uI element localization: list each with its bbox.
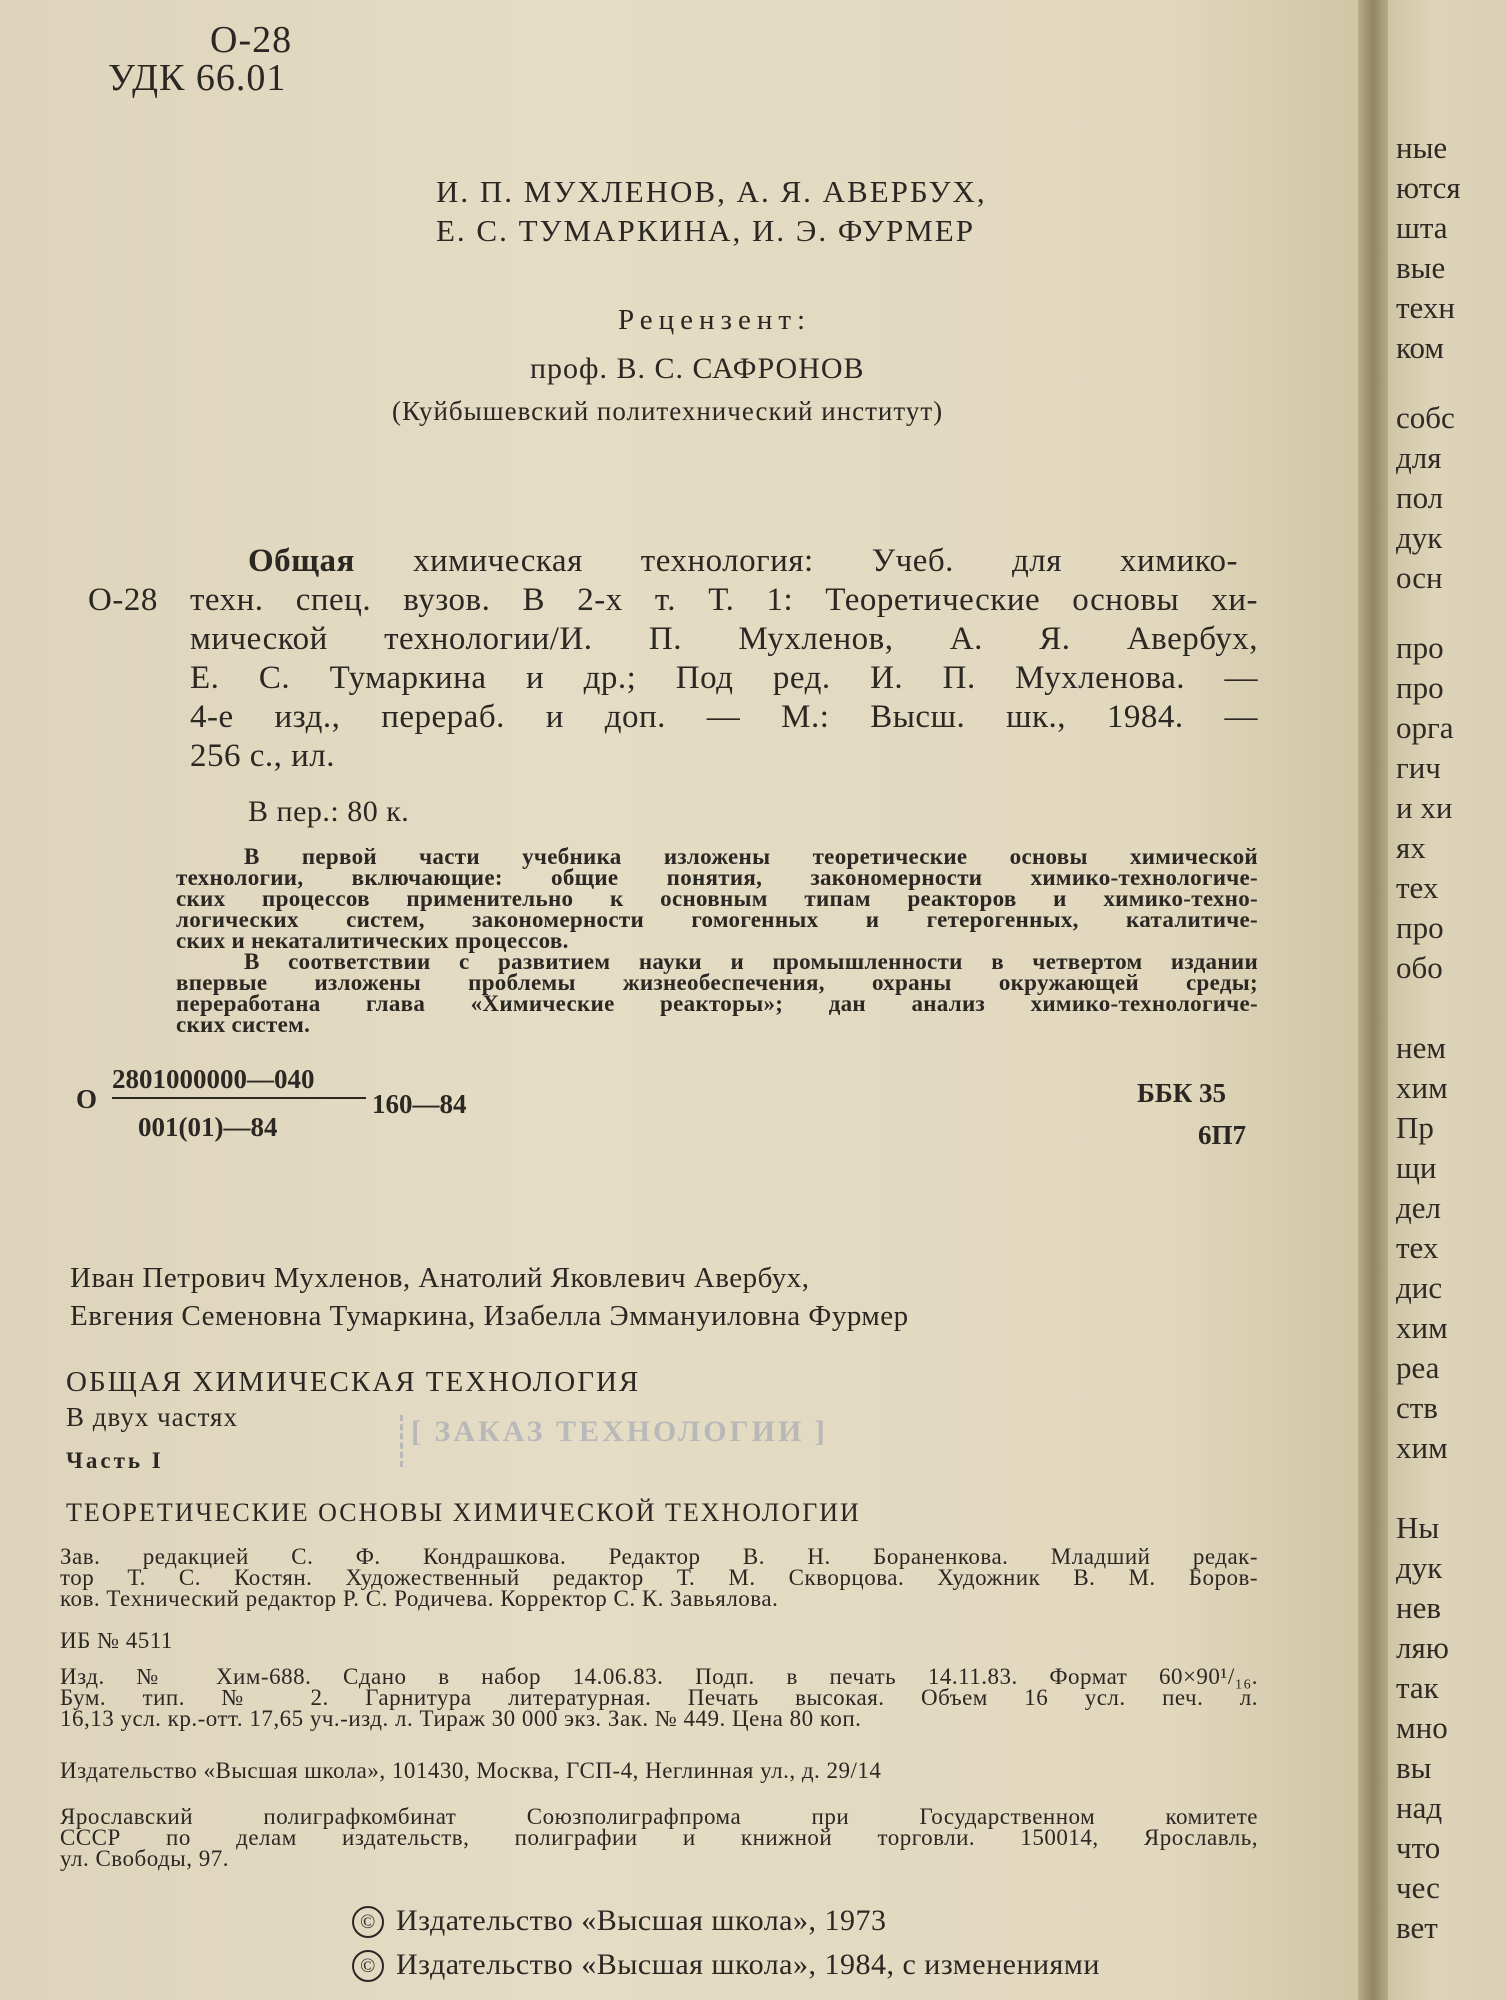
next-page-fragment: ком xyxy=(1396,330,1445,365)
copyright-text-2: Издательство «Высшая школа», 1984, с изменениями xyxy=(396,1948,1100,1981)
next-page-fragment: вет xyxy=(1396,1910,1438,1945)
next-page-fragment: и хи xyxy=(1396,790,1453,825)
bibliography-line-3: мической технологии/И. П. Мухленов, А. Я. Авербух, xyxy=(190,621,1258,657)
bbk-subcode: 6П7 xyxy=(1198,1120,1247,1150)
next-page-fragment: ются xyxy=(1396,170,1461,205)
annotation-line: технологии, включающие: общие понятия, закономерности химико-технологиче- xyxy=(176,865,1258,890)
bibliography-line-2: техн. спец. вузов. В 2-х т. Т. 1: Теоретические основы хи- xyxy=(190,582,1258,618)
next-page-fragment: над xyxy=(1396,1790,1443,1825)
bibliography-line-1-text: химическая технология: Учеб. для химико- xyxy=(412,543,1239,579)
next-page-fragment: ные xyxy=(1396,130,1448,165)
annotation-line: логических систем, закономерности гомогенных и гетерогенных, каталитиче- xyxy=(176,907,1258,932)
next-page-fragment: про xyxy=(1396,910,1444,945)
next-page-fragment: хим xyxy=(1396,1310,1448,1345)
next-page-fragment: ях xyxy=(1396,830,1426,865)
next-page-fragment: для xyxy=(1396,440,1442,475)
next-page-fragment: пол xyxy=(1396,480,1444,515)
bibliography-line-5: 4-е изд., перераб. и доп. — М.: Высш. шк., 1984. — xyxy=(190,699,1258,735)
print-line: 16,13 усл. кр.-отт. 17,65 уч.-изд. л. Тираж 30 000 экз. Зак. № 449. Цена 80 коп. xyxy=(60,1706,862,1731)
book-part-title: ТЕОРЕТИЧЕСКИЕ ОСНОВЫ ХИМИЧЕСКОЙ ТЕХНОЛОГИИ xyxy=(66,1498,861,1527)
ib-number: ИБ № 4511 xyxy=(60,1628,173,1653)
printer-line: СССР по делам издательств, полиграфии и книжной торговли. 150014, Ярославль, xyxy=(60,1825,1258,1850)
next-page-fragment: обо xyxy=(1396,950,1443,985)
next-page-fragment: реа xyxy=(1396,1350,1440,1385)
next-page-fragment: дис xyxy=(1396,1270,1443,1305)
full-names-line-1: Иван Петрович Мухленов, Анатолий Яковлевич Авербух, xyxy=(70,1262,810,1294)
annotation xyxy=(176,846,1258,1035)
staff-credits xyxy=(60,1546,1258,1609)
reviewer-name: проф. В. С. САФРОНОВ xyxy=(530,352,865,385)
bibliography-lead-word: Общая xyxy=(248,543,355,579)
next-page-fragment: Пр xyxy=(1396,1110,1434,1145)
annotation-line: В первой части учебника изложены теоретические основы химической xyxy=(244,844,1258,869)
staff-line: Зав. редакцией С. Ф. Кондрашкова. Редактор В. Н. Бораненкова. Младший редак- xyxy=(60,1544,1258,1569)
book-part: Часть I xyxy=(66,1448,164,1473)
next-page-fragment: вы xyxy=(1396,1750,1432,1785)
next-page-fragment: про xyxy=(1396,670,1444,705)
next-page-fragment: так xyxy=(1396,1670,1439,1705)
classification-prefix: О xyxy=(76,1084,98,1114)
annotation-line: ских систем. xyxy=(176,1012,311,1037)
next-page-fragment: осн xyxy=(1396,560,1443,595)
bibliography-line-1 xyxy=(248,542,1238,581)
next-page-fragment: дел xyxy=(1396,1190,1442,1225)
next-page-fragment: дук xyxy=(1396,520,1443,555)
reviewer-label: Рецензент: xyxy=(618,304,812,336)
copyright-icon: © xyxy=(352,1950,384,1982)
next-page-fragment: Ны xyxy=(1396,1510,1440,1545)
publisher-address: Издательство «Высшая школа», 101430, Москва, ГСП-4, Неглинная ул., д. 29/14 xyxy=(60,1758,882,1783)
classification-denominator: 001(01)—84 xyxy=(138,1112,278,1142)
print-line: Бум. тип. № 2. Гарнитура литературная. Печать высокая. Объем 16 усл. печ. л. xyxy=(60,1685,1258,1710)
bibliography-price: В пер.: 80 к. xyxy=(248,795,410,828)
authors-line-2: Е. С. ТУМАРКИНА, И. Э. ФУРМЕР xyxy=(436,213,975,248)
classification-order: 160—84 xyxy=(372,1089,467,1119)
copyright-icon: © xyxy=(352,1906,384,1938)
reviewer-institution: (Куйбышевский политехнический институт) xyxy=(392,396,944,426)
next-page-fragment: что xyxy=(1396,1830,1441,1865)
copyright-line-1 xyxy=(352,1904,886,1938)
next-page-fragment: вые xyxy=(1396,250,1446,285)
bibliography-line-4: Е. С. Тумаркина и др.; Под ред. И. П. Мухленова. — xyxy=(190,660,1258,696)
book-spine-gutter xyxy=(1358,0,1388,2000)
next-page-fragment: ств xyxy=(1396,1390,1438,1425)
bbk-code: ББК 35 xyxy=(1137,1078,1227,1108)
next-page-fragment: техн xyxy=(1396,290,1455,325)
next-page-fragment: про xyxy=(1396,630,1444,665)
print-line: Изд. № Хим-688. Сдано в набор 14.06.83. Подп. в печать 14.11.83. Формат 60×90¹/₁₆. xyxy=(60,1664,1258,1689)
authors-line-1: И. П. МУХЛЕНОВ, А. Я. АВЕРБУХ, xyxy=(436,174,987,209)
classification-code-top: О-28 xyxy=(210,19,293,61)
next-page-fragment: дук xyxy=(1396,1550,1443,1585)
next-page-fragment: тех xyxy=(1396,1230,1439,1265)
staff-line: ков. Технический редактор Р. С. Родичева. Корректор С. К. Завьялова. xyxy=(60,1586,779,1611)
printer-line: Ярославский полиграфкомбинат Союзполиграфпрома при Государственном комитете xyxy=(60,1804,1258,1829)
next-page-fragment: орга xyxy=(1396,710,1454,745)
next-page-fragment: нем xyxy=(1396,1030,1446,1065)
next-page-fragment: ляю xyxy=(1396,1630,1449,1665)
book-page-right-partial xyxy=(1388,0,1506,2000)
next-page-fragment: гич xyxy=(1396,750,1441,785)
annotation-line: В соответствии с развитием науки и промышленности в четвертом издании xyxy=(244,949,1258,974)
ink-stamp: [ ЗАКАЗ ТЕХНОЛОГИИ ] xyxy=(400,1415,911,1467)
next-page-fragment: щи xyxy=(1396,1150,1437,1185)
next-page-fragment: тех xyxy=(1396,870,1439,905)
staff-line: тор Т. С. Костян. Художественный редактор Т. М. Скворцова. Художник В. М. Боров- xyxy=(60,1565,1258,1590)
bibliography-line-6: 256 с., ил. xyxy=(190,738,336,774)
next-page-fragment: хим xyxy=(1396,1070,1448,1105)
annotation-line: ских и некаталитических процессов. xyxy=(176,928,569,953)
printer-info xyxy=(60,1806,1258,1869)
next-page-fragment: шта xyxy=(1396,210,1448,245)
next-page-fragment: хим xyxy=(1396,1430,1448,1465)
book-subtitle: В двух частях xyxy=(66,1402,238,1432)
next-page-fragment: собс xyxy=(1396,400,1455,435)
annotation-line: переработана глава «Химические реакторы»; дан анализ химико-технологиче- xyxy=(176,991,1258,1016)
udk-code: УДК 66.01 xyxy=(108,57,287,99)
next-page-fragment: нев xyxy=(1396,1590,1441,1625)
full-names-line-2: Евгения Семеновна Тумаркина, Изабелла Эммануиловна Фурмер xyxy=(70,1300,909,1332)
book-title: ОБЩАЯ ХИМИЧЕСКАЯ ТЕХНОЛОГИЯ xyxy=(66,1366,641,1398)
annotation-line: ских процессов применительно к основным типам реакторов и химико-техно- xyxy=(176,886,1258,911)
classification-numerator: 2801000000—040 xyxy=(112,1064,315,1094)
bibliography-side-code: О-28 xyxy=(88,582,158,618)
next-page-fragment: чес xyxy=(1396,1870,1440,1905)
copyright-line-2 xyxy=(352,1948,1100,1982)
next-page-fragment: мно xyxy=(1396,1710,1448,1745)
fraction-line xyxy=(112,1097,366,1099)
copyright-text-1: Издательство «Высшая школа», 1973 xyxy=(396,1904,887,1937)
printer-line: ул. Свободы, 97. xyxy=(60,1846,229,1871)
print-data xyxy=(60,1666,1258,1729)
annotation-line: впервые изложены проблемы жизнеобеспечения, охраны окружающей среды; xyxy=(176,970,1258,995)
